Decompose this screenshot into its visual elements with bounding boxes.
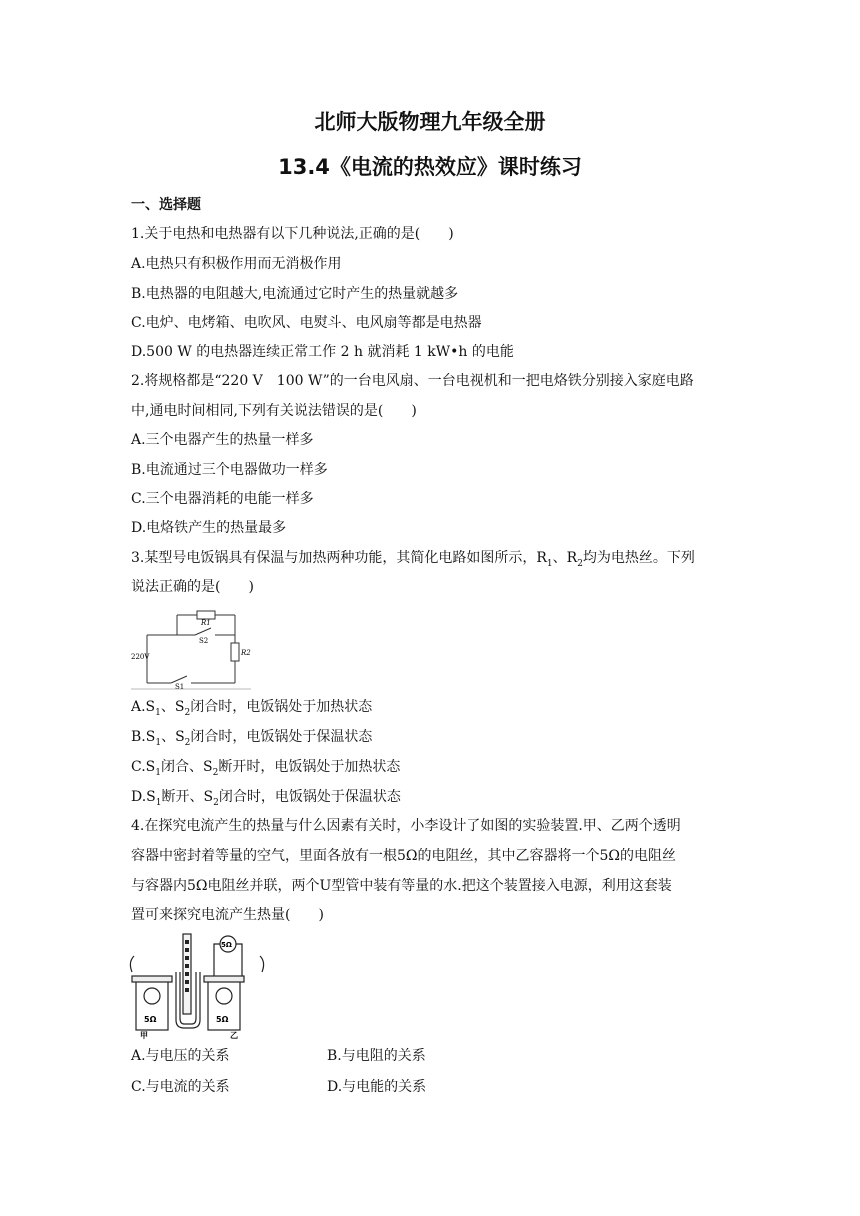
q3-label-r2: R2 (241, 649, 251, 657)
q3-stem-line2: 说法正确的是( ) (131, 579, 254, 595)
q3-circuit-diagram (131, 603, 251, 691)
q3-option-c: $C.S_1$闭合、$S_2$断开时，电饭锅处于加热状态 (131, 759, 401, 778)
q2-option-b: B.电流通过三个电器做功一样多 (131, 462, 328, 478)
q2-option-a: A.三个电器产生的热量一样多 (131, 432, 314, 448)
q4-label-left-resistor: 5Ω (144, 1015, 157, 1024)
q1-option-c: C.电炉、电烤箱、电吹风、电熨斗、电风扇等都是电热器 (131, 315, 482, 331)
q1-option-a: A.电热只有积极作用而无消极作用 (131, 256, 342, 272)
q2-option-c: C.三个电器消耗的电能一样多 (131, 491, 314, 507)
q4-option-a: A.与电压的关系 (131, 1048, 230, 1064)
q3-label-voltage: 220V (131, 653, 150, 661)
q3-option-b: $B.S_1$、$S_2$闭合时，电饭锅处于保温状态 (131, 729, 373, 748)
q4-label-jia: 甲 (140, 1031, 148, 1040)
q4-option-d: D.与电能的关系 (327, 1079, 427, 1095)
q4-stem-line2: 容器中密封着等量的空气，里面各放有一根5Ω的电阻丝，其中乙容器将一个5Ω的电阻丝 (131, 848, 677, 864)
section-heading: 一、选择题 (131, 197, 201, 213)
q4-apparatus-figure (128, 932, 268, 1040)
q2-option-d: D.电烙铁产生的热量最多 (131, 520, 287, 536)
q3-option-d: $D.S_1$断开、$S_2$闭合时，电饭锅处于保温状态 (131, 789, 401, 808)
q4-option-c: C.与电流的关系 (131, 1079, 230, 1095)
q4-stem-line3: 与容器内5Ω电阻丝并联，两个U型管中装有等量的水.把这个装置接入电源，利用这套装 (131, 878, 672, 894)
q1-stem: 1.关于电热和电热器有以下几种说法,正确的是( ) (131, 226, 454, 242)
q3-label-r1: R1 (201, 619, 211, 627)
q1-option-b: B.电热器的电阻越大,电流通过它时产生的热量就越多 (131, 286, 459, 302)
q3-label-s2: S2 (199, 637, 209, 645)
q3-option-a: $A.S_1$、$S_2$闭合时，电饭锅处于加热状态 (131, 699, 373, 718)
q2-stem-line1: 2.将规格都是“220 V 100 W”的一台电风扇、一台电视机和一把电烙铁分别接入家庭电路 (131, 373, 694, 389)
page-subtitle: 13.4《电流的热效应》课时练习 (278, 155, 582, 179)
q4-stem-line4: 置可来探究电流产生热量( ) (131, 907, 324, 923)
q3-stem-line1: 3.某型号电饭锅具有保温与加热两种功能，其简化电路如图所示，$R_1$、$R_2$均为电热丝。下列 (131, 550, 695, 569)
q4-option-b: B.与电阻的关系 (327, 1048, 426, 1064)
q4-label-right-resistor: 5Ω (216, 1015, 229, 1024)
q2-stem-line2: 中,通电时间相同,下列有关说法错误的是( ) (131, 403, 417, 419)
q4-label-top-resistor: 5Ω (221, 941, 232, 949)
q1-option-d: D.500 W 的电热器连续正常工作 2 h 就消耗 1 kW•h 的电能 (131, 344, 514, 360)
page-title: 北师大版物理九年级全册 (314, 110, 546, 134)
q3-label-s1: S1 (175, 683, 185, 691)
q4-label-yi: 乙 (230, 1031, 238, 1040)
q4-stem-line1: 4.在探究电流产生的热量与什么因素有关时，小李设计了如图的实验装置.甲、乙两个透明 (131, 818, 681, 834)
